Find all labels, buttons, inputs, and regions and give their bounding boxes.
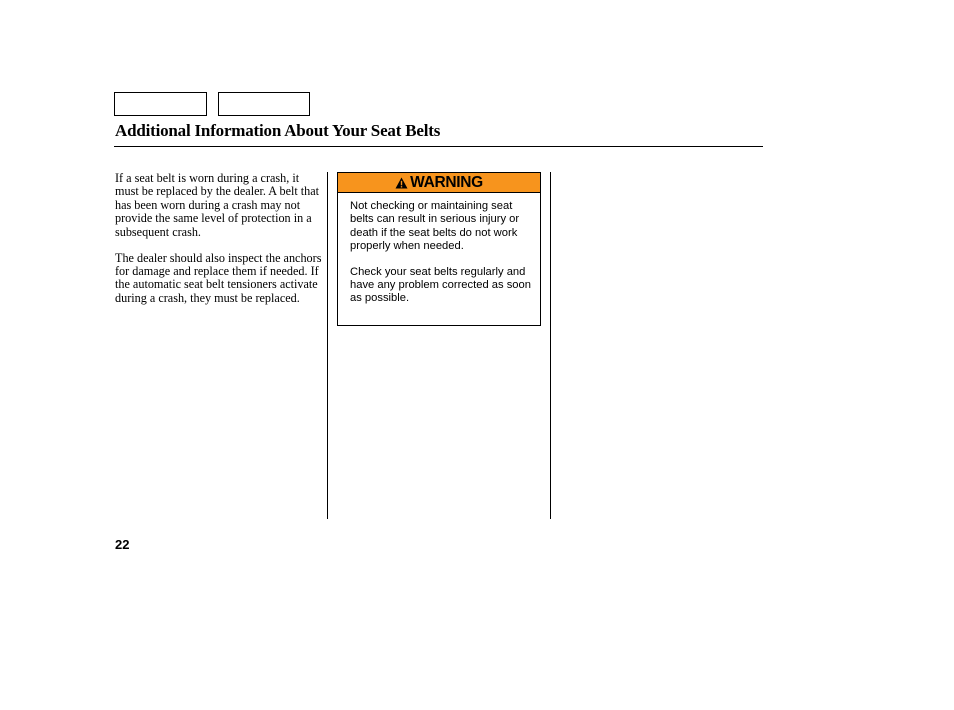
- warning-box: [337, 172, 541, 326]
- warning-header: [338, 173, 540, 193]
- warning-paragraph: Not checking or maintaining seat belts can result in serious injury or death if the seat belts do not work properly when needed.: [350, 200, 520, 252]
- title-divider: [114, 146, 763, 147]
- column-divider: [327, 172, 328, 519]
- warning-paragraph: Check your seat belts regularly and have any problem corrected as soon as possible.: [350, 265, 531, 305]
- body-text-column: [115, 172, 325, 318]
- warning-triangle-icon: [395, 177, 408, 189]
- page-title: Additional Information About Your Seat Belts: [115, 121, 441, 140]
- page-number: 22: [115, 537, 130, 552]
- warning-body: [338, 193, 540, 306]
- column-divider: [550, 172, 551, 519]
- nav-button-right[interactable]: [218, 92, 310, 116]
- body-paragraph: The dealer should also inspect the anchors for damage and replace them if needed. If the automatic seat belt tensioners activate during a crash, they must be replaced.: [115, 250, 322, 305]
- nav-button-left[interactable]: [114, 92, 207, 116]
- warning-title: WARNING: [410, 173, 483, 191]
- body-paragraph: If a seat belt is worn during a crash, it must be replaced by the dealer. A belt that has been worn during a crash may not provide the same level of protection in a subsequent crash.: [115, 171, 320, 239]
